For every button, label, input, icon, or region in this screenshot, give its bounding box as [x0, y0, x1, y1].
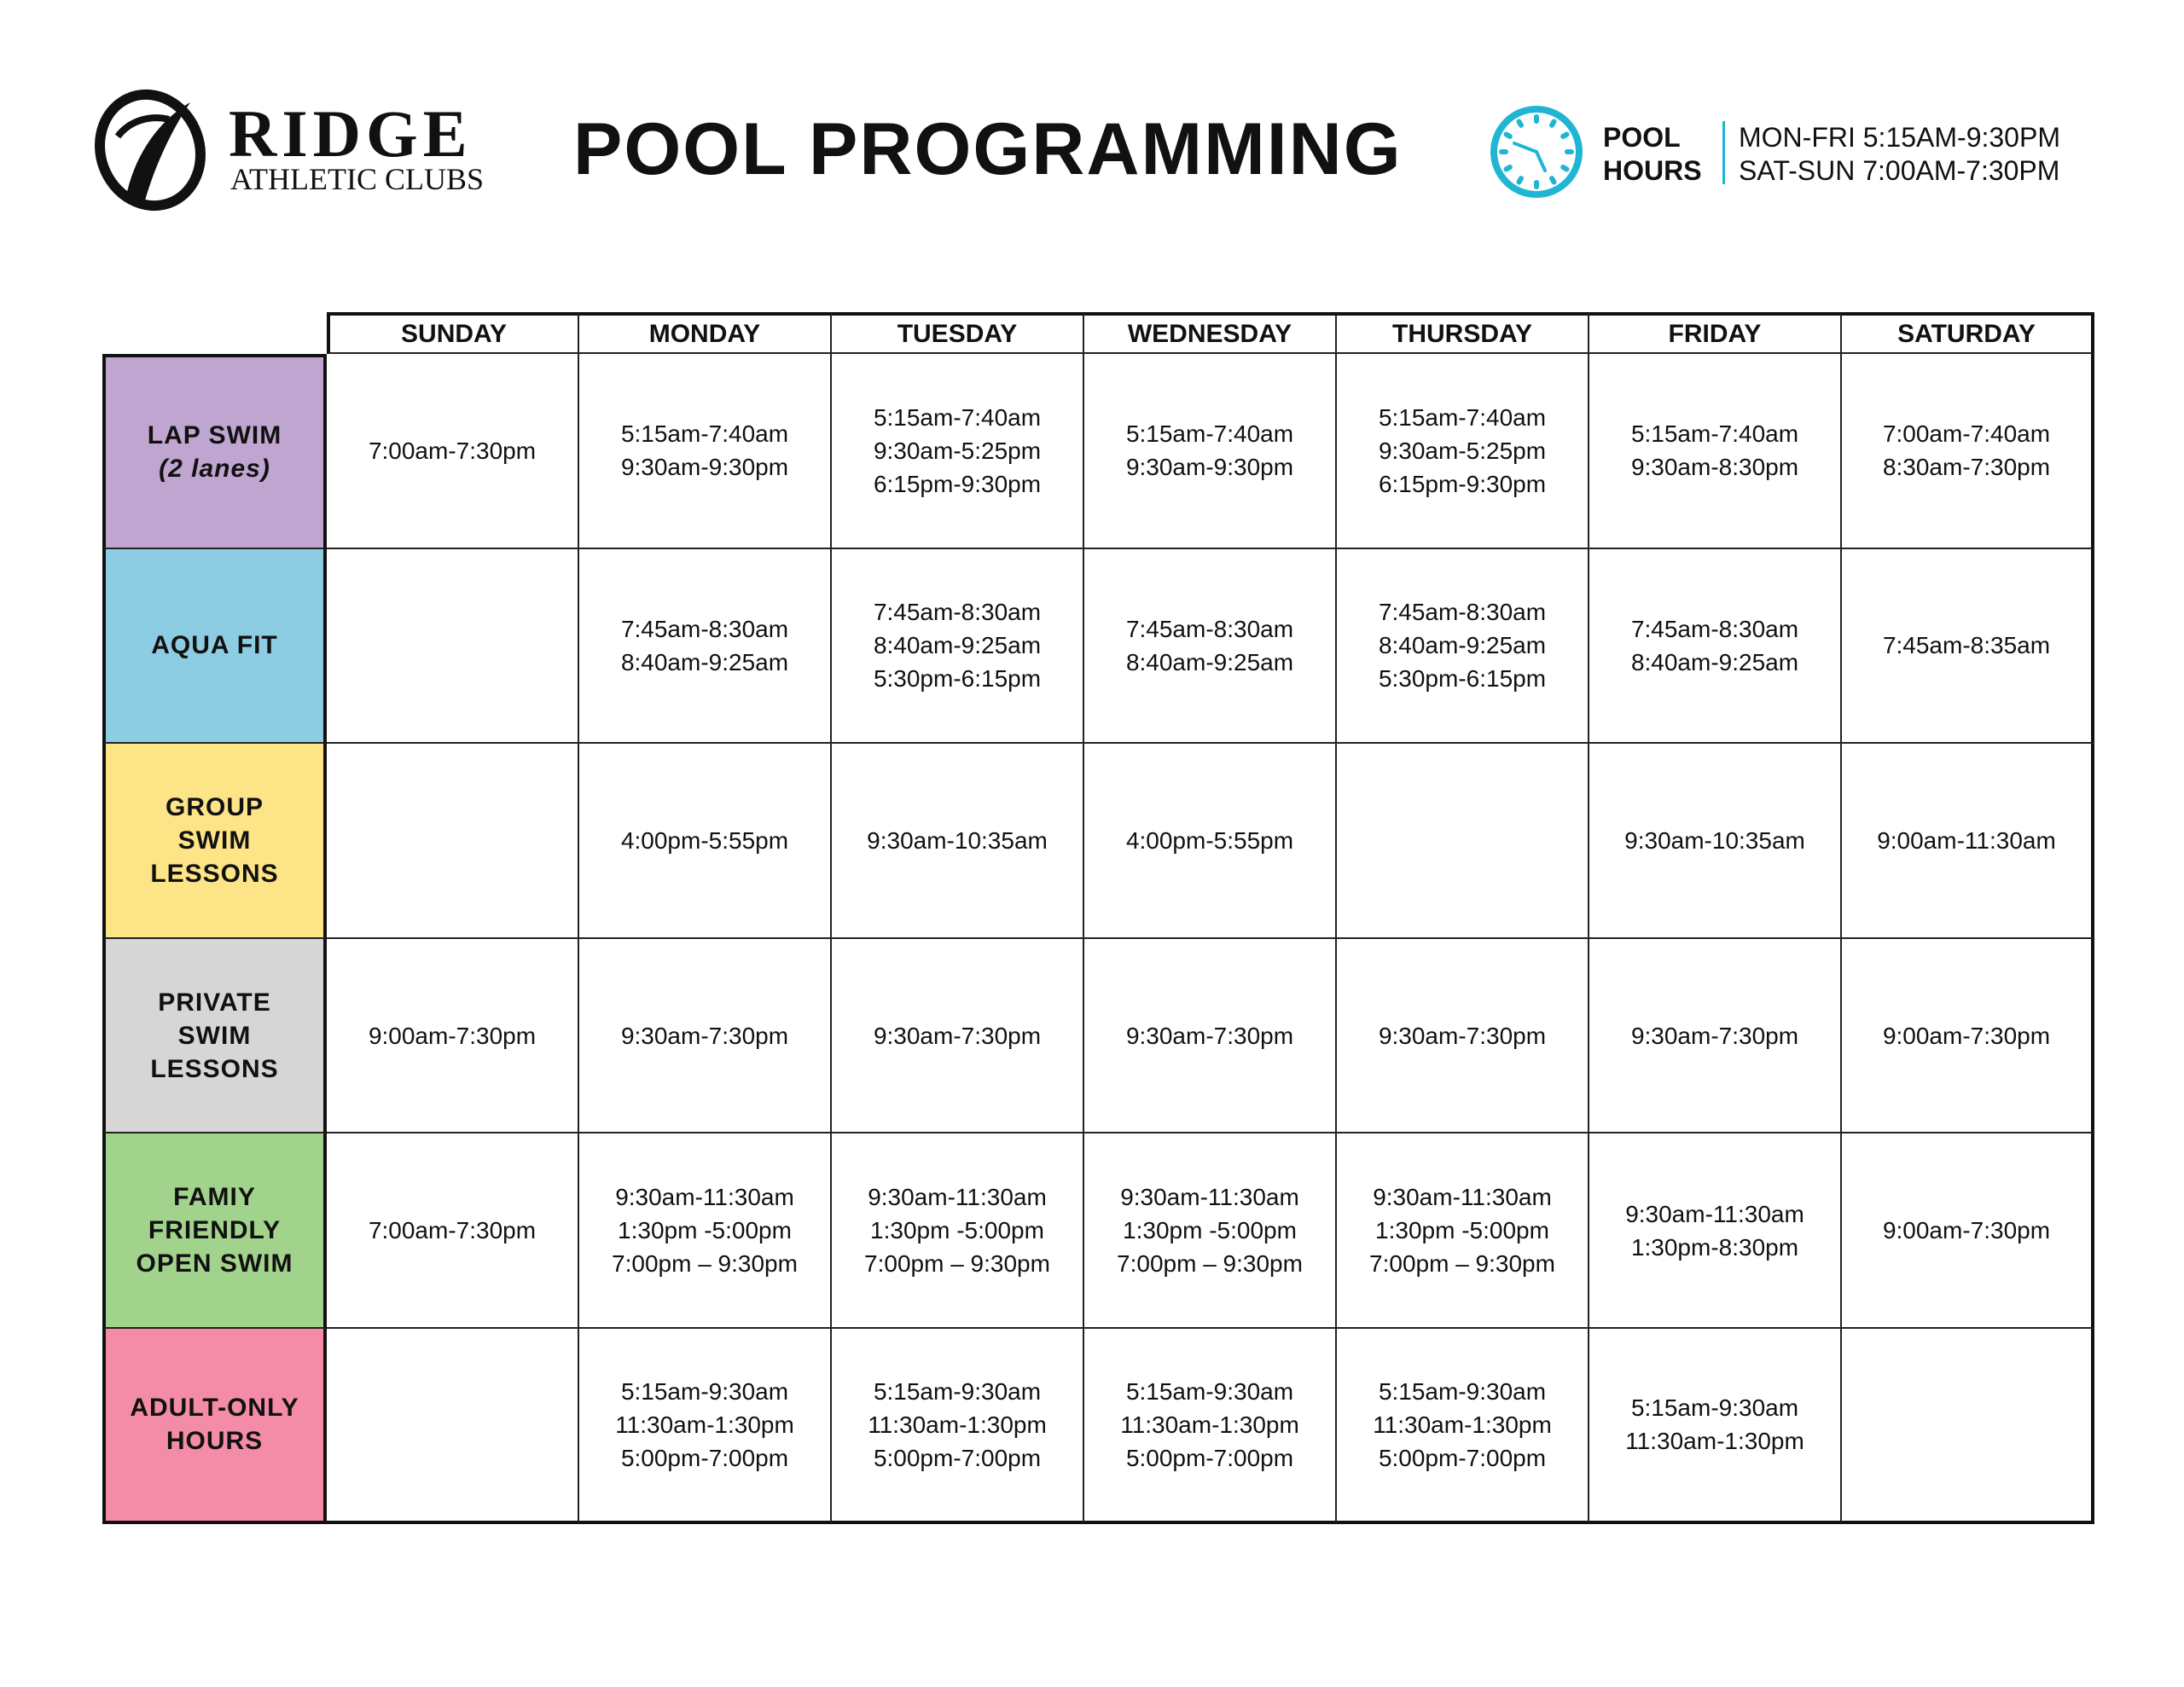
program-label-cell	[102, 744, 327, 939]
schedule-cell	[327, 939, 579, 1134]
table-corner	[102, 312, 327, 354]
time-slot: 9:30am-7:30pm	[1630, 1022, 1799, 1049]
schedule-cell	[1842, 354, 2094, 549]
time-slot: 7:00am-7:40am	[1882, 420, 2051, 448]
program-label: FRIENDLY	[148, 1216, 282, 1245]
program-label: HOURS	[166, 1427, 264, 1456]
time-slot: 8:40am-9:25am	[1630, 648, 1799, 675]
schedule-cell	[832, 744, 1084, 939]
time-slot: 11:30am-1:30pm	[868, 1411, 1047, 1438]
pool-hours-label	[1603, 121, 1702, 188]
program-label: FAMIY	[173, 1183, 256, 1212]
schedule-cell	[832, 1133, 1084, 1329]
time-slot: 7:00pm – 9:30pm	[1117, 1250, 1303, 1278]
time-slot: 9:30am-11:30am	[1120, 1184, 1299, 1211]
time-slot: 5:30pm-6:15pm	[873, 665, 1042, 693]
time-slot: 5:15am-7:40am	[1125, 420, 1294, 448]
clock-tick	[1506, 167, 1509, 170]
schedule-cell	[327, 1133, 579, 1329]
clock-icon	[1489, 104, 1584, 200]
clock-tick	[1519, 121, 1522, 125]
schedule-cell	[1589, 939, 1842, 1134]
time-slot: 7:45am-8:30am	[1630, 615, 1799, 642]
clock-tick	[1552, 178, 1554, 182]
day-label: SUNDAY	[401, 320, 507, 348]
schedule-cell	[1084, 354, 1337, 549]
time-slot: 1:30pm -5:00pm	[1123, 1217, 1297, 1244]
time-slot: 9:00am-7:30pm	[368, 1022, 537, 1049]
schedule-cell	[579, 1329, 832, 1524]
time-slot: 7:00pm – 9:30pm	[864, 1250, 1050, 1278]
program-label-cell	[102, 939, 327, 1134]
schedule-cell	[1337, 744, 1589, 939]
time-slot: 7:00am-7:30pm	[368, 437, 537, 464]
weekday-hours: MON-FRI 5:15AM-9:30PM	[1739, 122, 2060, 153]
time-slot: 9:30am-8:30pm	[1630, 454, 1799, 481]
program-note: (2 lanes)	[159, 455, 270, 484]
clock-tick	[1563, 135, 1566, 137]
program-label: LESSONS	[150, 859, 279, 888]
pool-hours-label-line1: POOL	[1603, 122, 1681, 153]
time-slot: 9:00am-7:30pm	[1882, 1022, 2051, 1049]
schedule-cell	[327, 549, 579, 745]
day-header-sunday	[327, 312, 579, 354]
schedule-cell	[579, 549, 832, 745]
program-label-cell	[102, 1133, 327, 1329]
time-slot: 5:00pm-7:00pm	[620, 1444, 789, 1471]
time-slot: 5:15am-7:40am	[873, 403, 1042, 431]
program-label-cell	[102, 549, 327, 745]
schedule-cell	[1084, 549, 1337, 745]
day-header-monday	[579, 312, 832, 354]
schedule-cell	[832, 1329, 1084, 1524]
pool-hours-label-line2: HOURS	[1603, 155, 1702, 186]
day-label: TUESDAY	[897, 320, 1018, 348]
page-title: POOL PROGRAMMING	[573, 108, 1403, 190]
schedule-cell	[1842, 939, 2094, 1134]
time-slot: 9:30am-11:30am	[868, 1184, 1047, 1211]
schedule-cell	[579, 744, 832, 939]
time-slot: 5:15am-7:40am	[620, 420, 789, 448]
logo-name: RIDGE	[229, 96, 473, 171]
time-slot: 4:00pm-5:55pm	[1125, 826, 1294, 854]
time-slot: 9:30am-10:35am	[867, 826, 1048, 854]
time-slot: 9:30am-7:30pm	[620, 1022, 789, 1049]
schedule-cell	[832, 354, 1084, 549]
time-slot: 5:15am-7:40am	[1378, 403, 1547, 431]
schedule-cell	[1337, 939, 1589, 1134]
day-header-tuesday	[832, 312, 1084, 354]
schedule-table	[102, 312, 2094, 1524]
time-slot: 9:00am-11:30am	[1877, 826, 2056, 854]
program-label: SWIM	[177, 826, 252, 855]
time-slot: 7:45am-8:35am	[1882, 632, 2051, 659]
weekend-hours: SAT-SUN 7:00AM-7:30PM	[1739, 155, 2060, 186]
day-label: FRIDAY	[1668, 320, 1762, 348]
schedule-cell	[1084, 1329, 1337, 1524]
ridge-athletic-clubs-logo	[92, 85, 485, 213]
time-slot: 9:30am-9:30pm	[1125, 454, 1294, 481]
day-header-thursday	[1337, 312, 1589, 354]
time-slot: 9:30am-5:25pm	[1378, 437, 1547, 464]
schedule-cell	[579, 354, 832, 549]
schedule-cell	[1589, 549, 1842, 745]
schedule-cell	[1589, 744, 1842, 939]
day-header-friday	[1589, 312, 1842, 354]
time-slot: 6:15pm-9:30pm	[1378, 470, 1547, 497]
time-slot: 7:45am-8:30am	[620, 615, 789, 642]
program-label: AQUA FIT	[151, 631, 278, 660]
schedule-cell	[832, 549, 1084, 745]
schedule-cell	[1084, 744, 1337, 939]
schedule-cell	[327, 1329, 579, 1524]
time-slot: 7:45am-8:30am	[1378, 599, 1547, 626]
time-slot: 5:15am-9:30am	[873, 1377, 1042, 1405]
time-slot: 5:30pm-6:15pm	[1378, 665, 1547, 693]
schedule-cell	[832, 939, 1084, 1134]
program-label: LAP SWIM	[147, 421, 282, 450]
time-slot: 5:15am-9:30am	[620, 1377, 789, 1405]
time-slot: 1:30pm-8:30pm	[1630, 1233, 1799, 1261]
time-slot: 7:00pm – 9:30pm	[612, 1250, 798, 1278]
program-label: OPEN SWIM	[136, 1249, 293, 1278]
schedule-cell	[1084, 939, 1337, 1134]
time-slot: 11:30am-1:30pm	[1120, 1411, 1299, 1438]
ridge-leaf-logo-icon	[92, 85, 212, 212]
schedule-cell	[1842, 1329, 2094, 1524]
time-slot: 6:15pm-9:30pm	[873, 470, 1042, 497]
clock-tick	[1506, 135, 1509, 137]
time-slot: 7:45am-8:30am	[873, 599, 1042, 626]
day-label: THURSDAY	[1392, 320, 1532, 348]
time-slot: 1:30pm -5:00pm	[870, 1217, 1044, 1244]
clock-tick	[1519, 178, 1522, 182]
time-slot: 8:30am-7:30pm	[1882, 454, 2051, 481]
time-slot: 7:45am-8:30am	[1125, 615, 1294, 642]
time-slot: 7:00pm – 9:30pm	[1369, 1250, 1555, 1278]
schedule-cell	[1842, 744, 2094, 939]
time-slot: 9:30am-11:30am	[1373, 1184, 1552, 1211]
time-slot: 5:15am-9:30am	[1125, 1377, 1294, 1405]
schedule-cell	[579, 939, 832, 1134]
time-slot: 9:30am-5:25pm	[873, 437, 1042, 464]
time-slot: 5:00pm-7:00pm	[1378, 1444, 1547, 1471]
time-slot: 9:00am-7:30pm	[1882, 1217, 2051, 1244]
time-slot: 1:30pm -5:00pm	[618, 1217, 792, 1244]
pool-hours-divider	[1722, 121, 1725, 184]
program-label: ADULT-ONLY	[130, 1394, 299, 1423]
program-label: GROUP	[165, 792, 264, 821]
time-slot: 9:30am-11:30am	[615, 1184, 794, 1211]
program-label-cell	[102, 1329, 327, 1524]
schedule-cell	[1084, 1133, 1337, 1329]
time-slot: 9:30am-9:30pm	[620, 454, 789, 481]
time-slot: 5:15am-9:30am	[1378, 1377, 1547, 1405]
time-slot: 8:40am-9:25am	[1125, 648, 1294, 675]
time-slot: 8:40am-9:25am	[1378, 632, 1547, 659]
schedule-cell	[1337, 1329, 1589, 1524]
schedule-cell	[1842, 549, 2094, 745]
time-slot: 5:00pm-7:00pm	[1125, 1444, 1294, 1471]
schedule-cell	[327, 354, 579, 549]
schedule-cell	[1589, 1329, 1842, 1524]
time-slot: 4:00pm-5:55pm	[620, 826, 789, 854]
day-label: WEDNESDAY	[1127, 320, 1292, 348]
day-header-saturday	[1842, 312, 2094, 354]
schedule-cell	[579, 1133, 832, 1329]
time-slot: 5:15am-7:40am	[1630, 420, 1799, 448]
time-slot: 7:00am-7:30pm	[368, 1217, 537, 1244]
time-slot: 1:30pm -5:00pm	[1375, 1217, 1549, 1244]
schedule-cell	[1337, 549, 1589, 745]
day-header-wednesday	[1084, 312, 1337, 354]
clock-tick	[1563, 167, 1566, 170]
time-slot: 5:15am-9:30am	[1630, 1394, 1799, 1422]
time-slot: 9:30am-7:30pm	[1378, 1022, 1547, 1049]
schedule-cell	[1337, 354, 1589, 549]
schedule-cell	[327, 744, 579, 939]
schedule-cell	[1337, 1133, 1589, 1329]
time-slot: 11:30am-1:30pm	[615, 1411, 794, 1438]
time-slot: 9:30am-10:35am	[1624, 826, 1805, 854]
clock-tick	[1552, 121, 1554, 125]
day-label: SATURDAY	[1897, 320, 2036, 348]
time-slot: 9:30am-7:30pm	[873, 1022, 1042, 1049]
time-slot: 11:30am-1:30pm	[1625, 1428, 1804, 1455]
schedule-cell	[1589, 354, 1842, 549]
time-slot: 9:30am-7:30pm	[1125, 1022, 1294, 1049]
schedule-cell	[1842, 1133, 2094, 1329]
program-label: LESSONS	[150, 1054, 279, 1083]
program-label: SWIM	[177, 1021, 252, 1050]
pool-hours-list	[1739, 121, 2060, 188]
program-label-cell	[102, 354, 327, 549]
program-label: PRIVATE	[158, 988, 271, 1017]
schedule-cell	[1589, 1133, 1842, 1329]
time-slot: 5:00pm-7:00pm	[873, 1444, 1042, 1471]
time-slot: 9:30am-11:30am	[1625, 1200, 1804, 1227]
time-slot: 8:40am-9:25am	[620, 648, 789, 675]
time-slot: 11:30am-1:30pm	[1373, 1411, 1552, 1438]
time-slot: 8:40am-9:25am	[873, 632, 1042, 659]
day-label: MONDAY	[648, 320, 761, 348]
logo-subtitle: ATHLETIC CLUBS	[230, 162, 484, 196]
